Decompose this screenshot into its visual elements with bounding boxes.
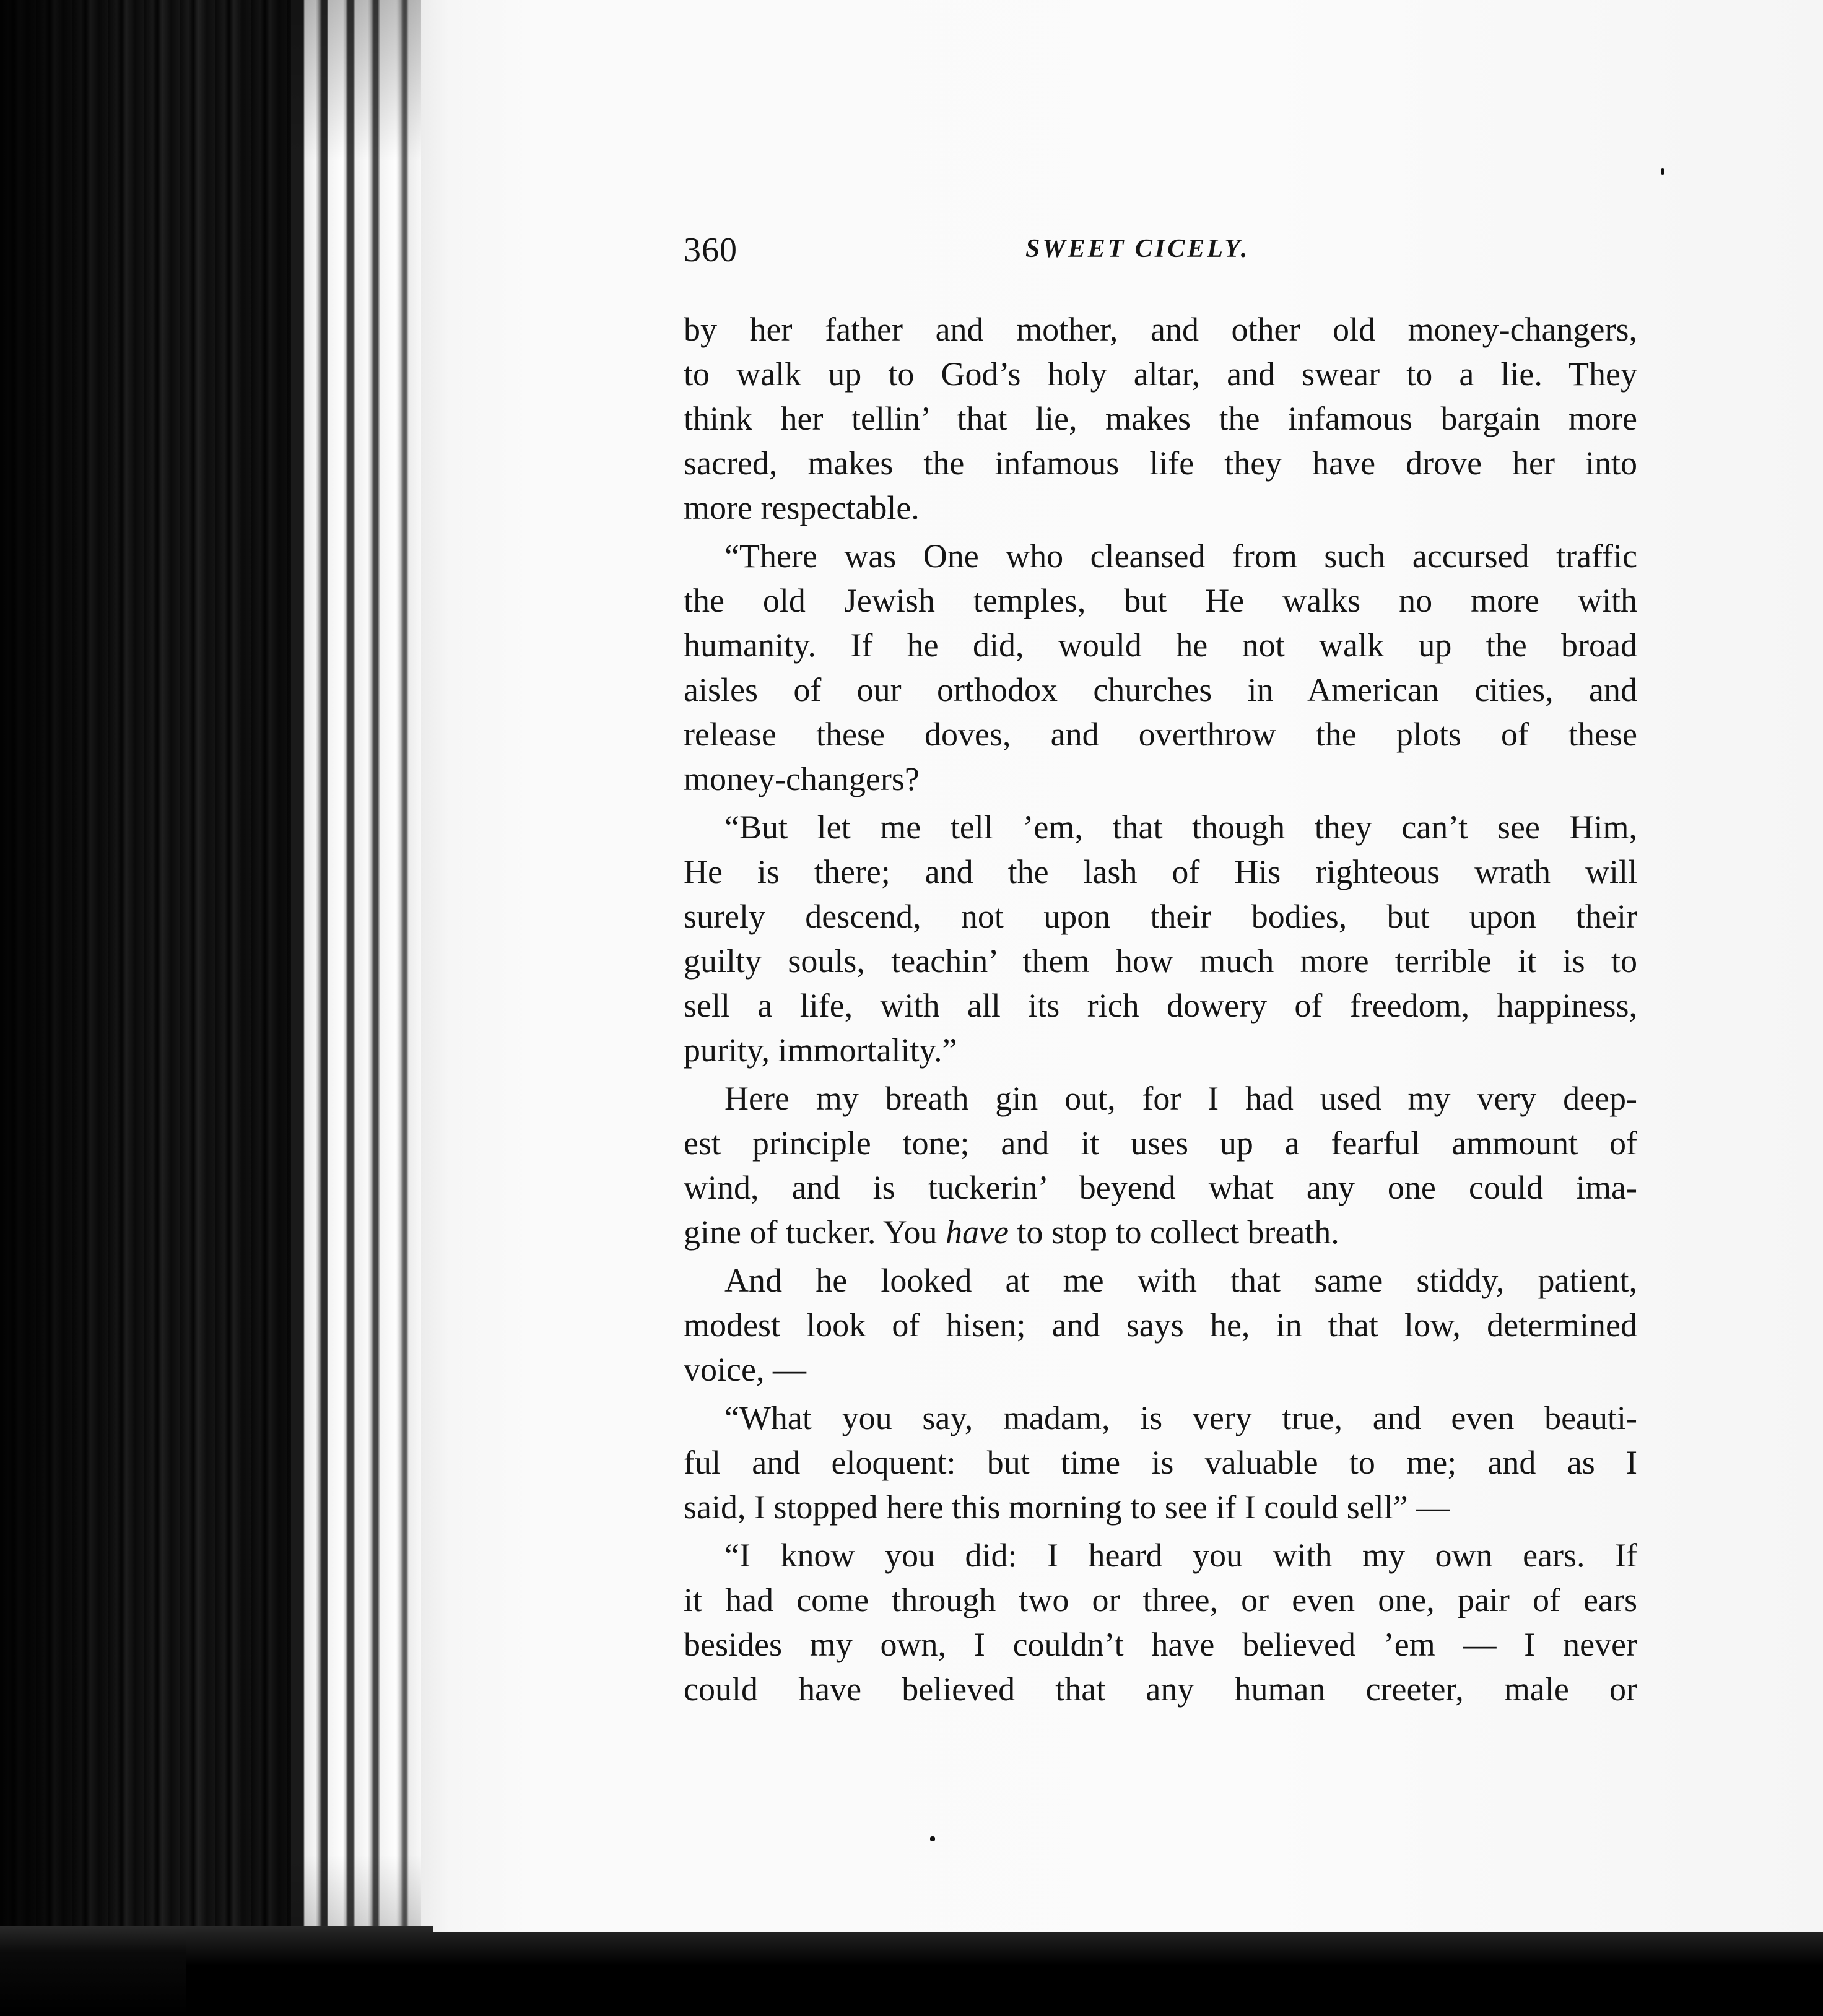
text-line: humanity. If he did, would he not walk up the broad xyxy=(684,627,1637,664)
text-line: release these doves, and overthrow the plots of these xyxy=(684,716,1637,753)
text-line: “There was One who cleansed from such accursed traffic xyxy=(724,537,1637,575)
page-bottom-shadow xyxy=(186,1932,1823,2016)
text-line: guilty souls, teachin’ them how much more terrible it is to xyxy=(684,942,1637,980)
ink-speck xyxy=(1661,168,1664,175)
text-line: modest look of hisen; and says he, in that low, determined xyxy=(684,1306,1637,1344)
text-fragment: You xyxy=(876,1214,946,1251)
text-line: think her tellin’ that lie, makes the infamous bargain more xyxy=(684,400,1637,437)
text-line: the old Jewish temples, but He walks no more with xyxy=(684,582,1637,619)
paragraph xyxy=(684,1533,1637,1711)
running-title: SWEET CICELY. xyxy=(1025,235,1250,263)
text-line: besides my own, I couldn’t have believed ’em — I never xyxy=(684,1626,1637,1663)
spine-shadow xyxy=(0,0,291,2016)
page-edges-shade xyxy=(291,0,421,2016)
paragraph xyxy=(684,534,1637,801)
text-line: “But let me tell ’em, that though they can’t see Him, xyxy=(724,809,1637,846)
emphasized-word: have xyxy=(946,1214,1009,1251)
page-number: 360 xyxy=(684,231,737,269)
text-line: surely descend, not upon their bodies, but upon their xyxy=(684,898,1637,935)
paragraph xyxy=(684,805,1637,1072)
text-line: “What you say, madam, is very true, and even beauti- xyxy=(724,1399,1637,1436)
text-line: aisles of our orthodox churches in American cities, and xyxy=(684,671,1637,708)
text-line: voice, — xyxy=(684,1351,806,1388)
text-line: Here my breath gin out, for I had used my very deep- xyxy=(724,1080,1637,1117)
text-line: sacred, makes the infamous life they have drove her into xyxy=(684,445,1637,482)
text-line: more respectable. xyxy=(684,489,920,526)
text-line: ful and eloquent: but time is valuable to me; and as I xyxy=(684,1444,1637,1481)
paragraph xyxy=(684,307,1637,530)
text-line: est principle tone; and it uses up a fearful ammount of xyxy=(684,1124,1637,1162)
paragraph xyxy=(684,1258,1637,1392)
text-fragment: gine of tucker. xyxy=(684,1214,876,1251)
text-fragment: to stop to collect breath. xyxy=(1008,1214,1339,1251)
text-line: And he looked at me with that same stiddy, patient, xyxy=(724,1262,1637,1299)
body-text xyxy=(684,307,1637,1711)
text-line: He is there; and the lash of His righteous wrath will xyxy=(684,853,1637,890)
text-line: could have believed that any human creeter, male or xyxy=(684,1671,1637,1708)
text-line xyxy=(684,1210,1637,1254)
text-line: “I know you did: I heard you with my own ears. If xyxy=(724,1537,1637,1574)
text-line: by her father and mother, and other old money-changers, xyxy=(684,311,1637,348)
text-line: said, I stopped here this morning to see if I could sell” — xyxy=(684,1488,1450,1526)
text-line: sell a life, with all its rich dowery of freedom, happiness, xyxy=(684,987,1637,1024)
text-line: purity, immortality.” xyxy=(684,1032,957,1069)
text-line: wind, and is tuckerin’ beyend what any one could ima- xyxy=(684,1169,1637,1206)
paragraph xyxy=(684,1076,1637,1254)
paragraph xyxy=(684,1396,1637,1529)
ink-speck xyxy=(930,1836,935,1841)
text-line: to walk up to God’s holy altar, and swear to a lie. They xyxy=(684,355,1637,393)
text-line: it had come through two or three, or even one, pair of ears xyxy=(684,1581,1637,1618)
running-head xyxy=(684,230,1303,274)
text-line: money-changers? xyxy=(684,760,920,797)
